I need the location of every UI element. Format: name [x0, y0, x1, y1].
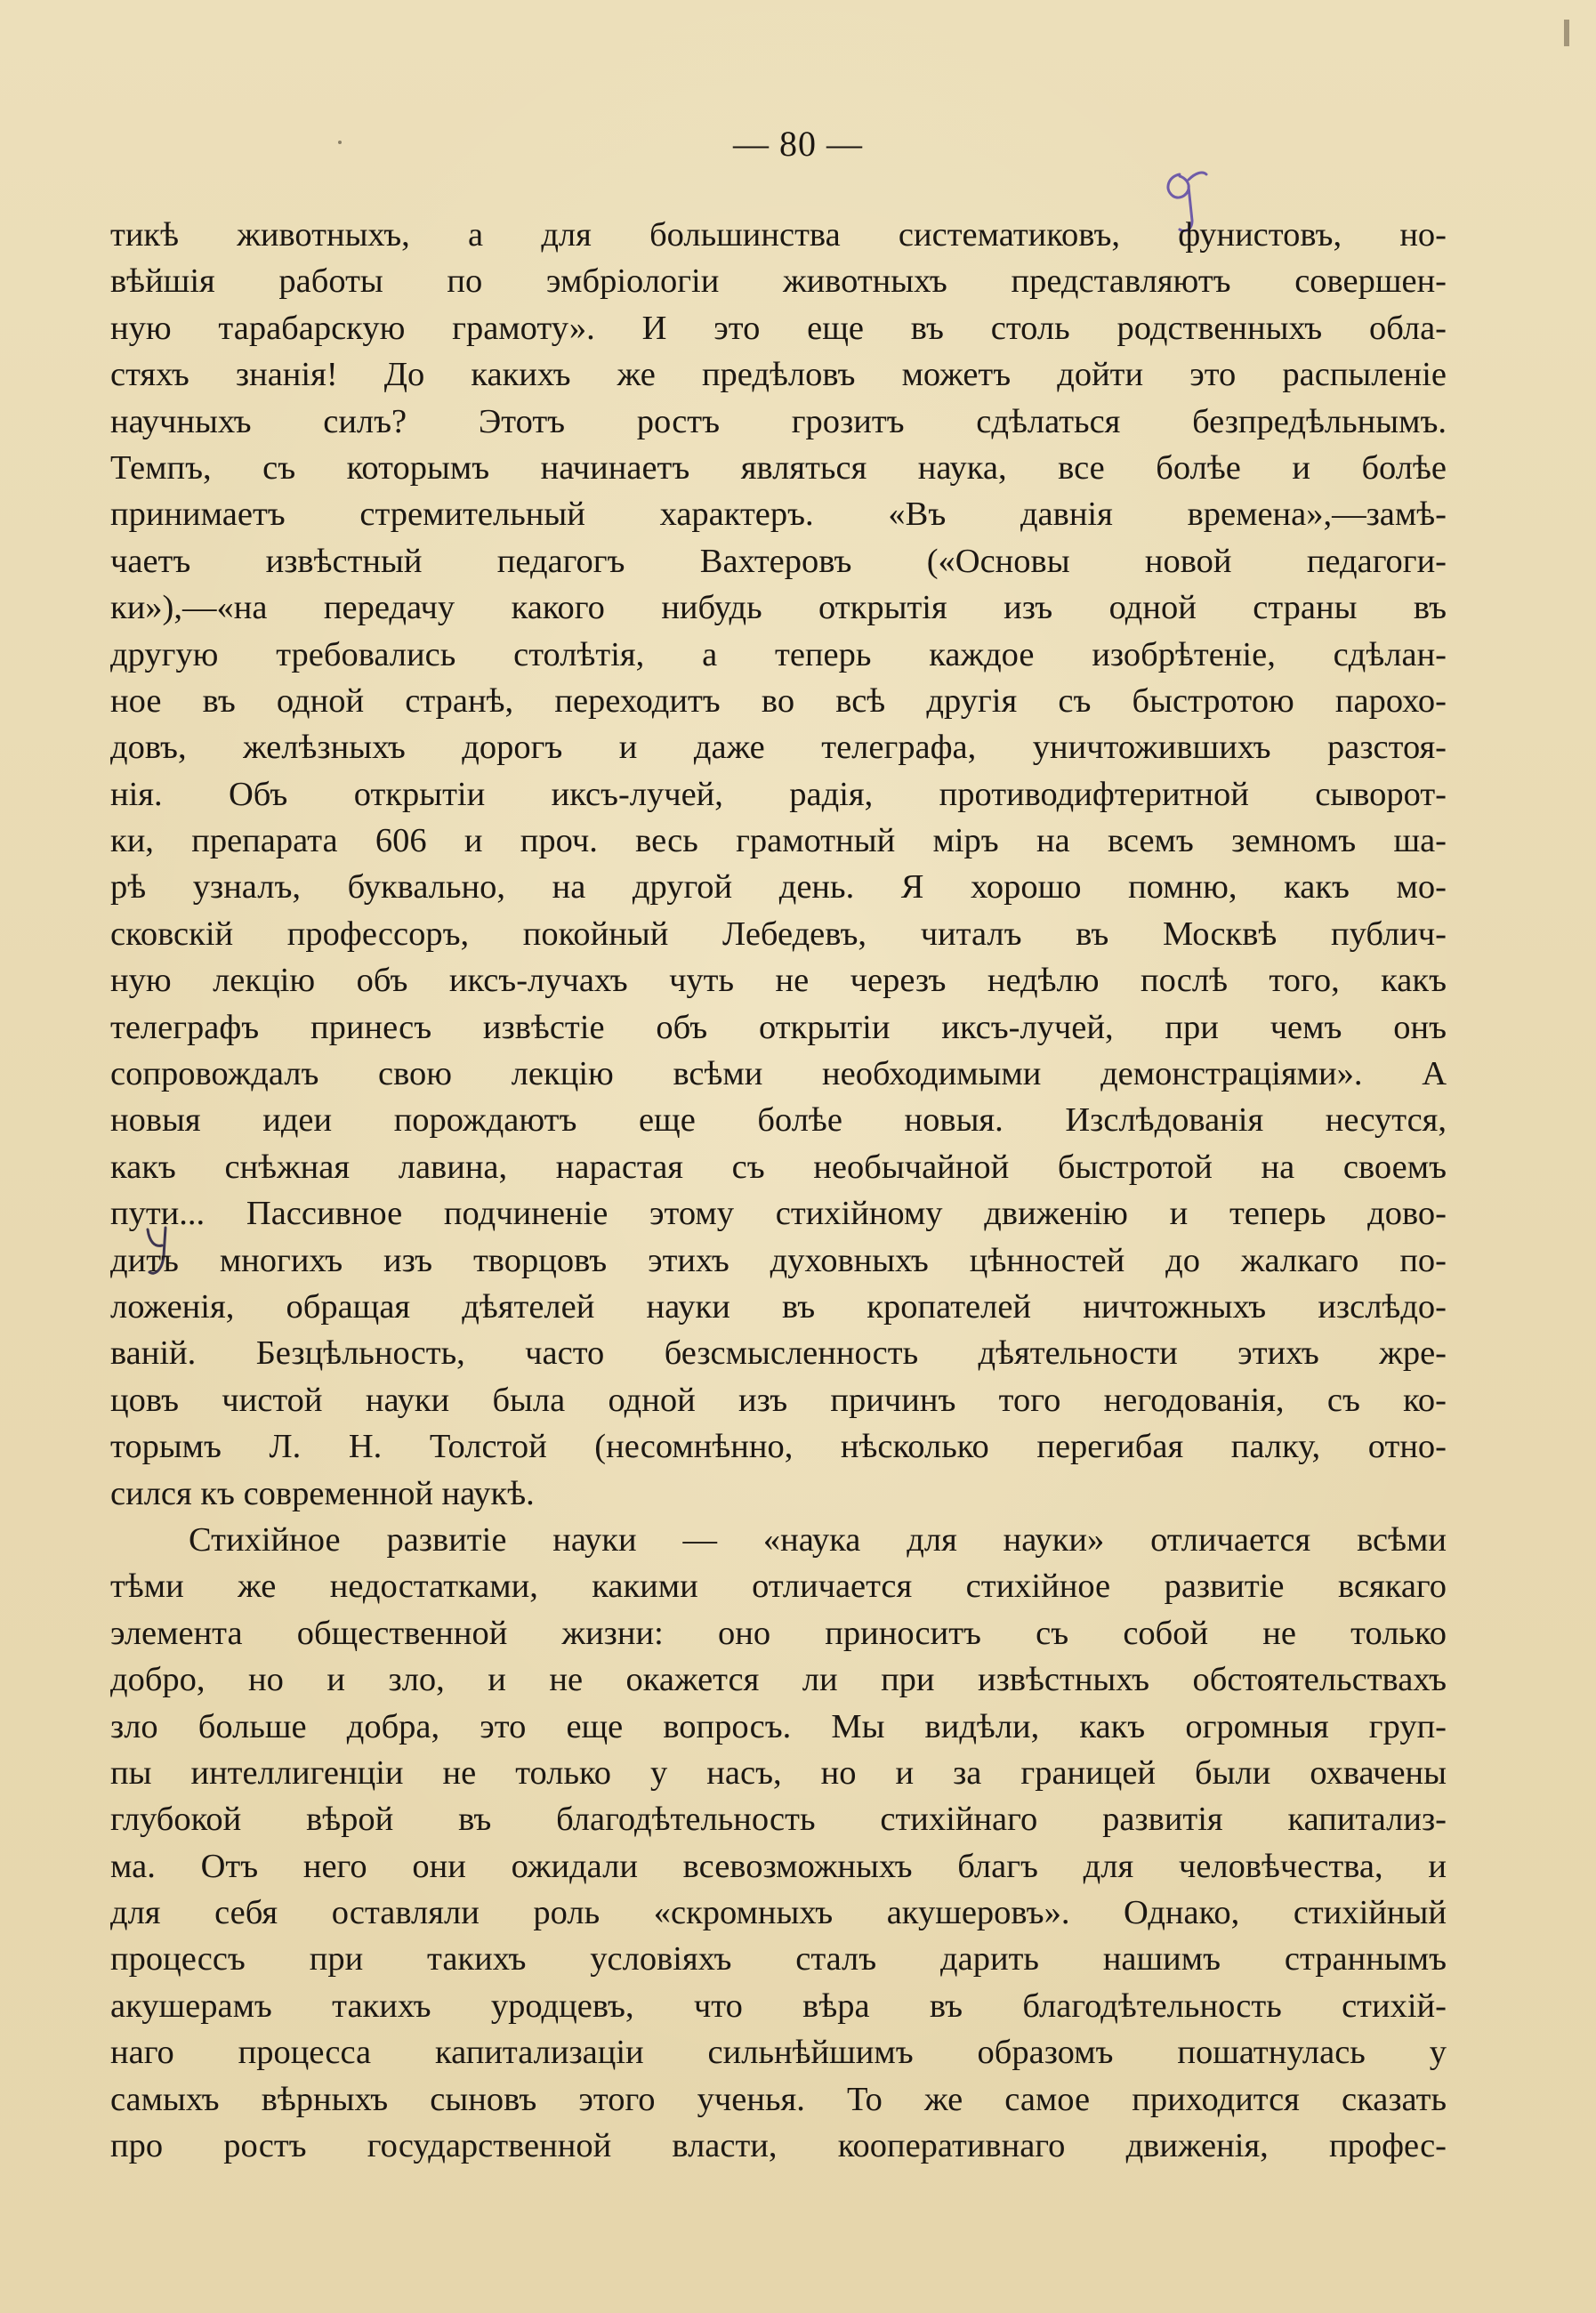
- text-line: ную тарабарскую грамоту». И это еще въ столь родственныхъ обла-: [110, 309, 1447, 347]
- text-line: принимаетъ стремительный характеръ. «Въ давнія времена»,—замѣ-: [110, 496, 1447, 534]
- text-line: зло больше добра, это еще вопросъ. Мы видѣли, какъ огромныя груп-: [110, 1707, 1447, 1745]
- paper-speck: [1564, 20, 1569, 46]
- text-line: ваній. Безцѣльность, часто безсмысленность дѣятельности этихъ жре-: [110, 1334, 1447, 1373]
- text-line: для себя оставляли роль «скромныхъ акушеровъ». Однако, стихійный: [110, 1894, 1447, 1932]
- paragraph: [110, 1517, 1447, 2169]
- text-line: тѣми же недостатками, какими отличается стихійное развитіе всякаго: [110, 1568, 1447, 1606]
- text-line: тикѣ животныхъ, а для большинства систематиковъ, фунистовъ, но-: [110, 216, 1447, 254]
- text-line: сился къ современной наукѣ.: [110, 1474, 535, 1512]
- paragraph: [110, 212, 1447, 1517]
- text-line: вѣйшія работы по эмбріологіи животныхъ представляютъ совершен-: [110, 262, 1447, 301]
- text-line: про ростъ государственной власти, кооперативнаго движенія, профес-: [110, 2127, 1447, 2165]
- text-line: пы интеллигенціи не только у насъ, но и за границей были охвачены: [110, 1753, 1447, 1792]
- text-line: ки, препарата 606 и проч. весь грамотный міръ на всемъ земномъ ша-: [110, 822, 1447, 860]
- text-line: глубокой вѣрой въ благодѣтельность стихійнаго развитія капитализ-: [110, 1801, 1447, 1839]
- text-line: процессъ при такихъ условіяхъ сталъ дарить нашимъ страннымъ: [110, 1940, 1447, 1979]
- text-line: нія. Объ открытіи иксъ-лучей, радія, противодифтеритной сыворот-: [110, 775, 1447, 813]
- text-line: элемента общественной жизни: оно приноситъ съ собой не только: [110, 1614, 1447, 1652]
- text-line: телеграфъ принесъ извѣстіе объ открытіи иксъ-лучей, при чемъ онъ: [110, 1008, 1447, 1046]
- text-line: рѣ узналъ, буквально, на другой день. Я хорошо помню, какъ мо-: [110, 868, 1447, 907]
- text-line: акушерамъ такихъ уродцевъ, что вѣра въ благодѣтельность стихій-: [110, 1987, 1447, 2025]
- text-line: стяхъ знанія! До какихъ же предѣловъ можетъ дойти это распыленіе: [110, 356, 1447, 394]
- text-line: другую требовались столѣтія, а теперь каждое изобрѣтеніе, сдѣлан-: [110, 635, 1447, 673]
- text-line: ложенія, обращая дѣятелей науки въ кропателей ничтожныхъ изслѣдо-: [110, 1287, 1447, 1326]
- body-text: [110, 212, 1447, 2169]
- paragraph-container: [110, 212, 1447, 2169]
- text-line: ки»),—«на передачу какого нибудь открытія изъ одной страны въ: [110, 589, 1447, 627]
- text-line: чаетъ извѣстный педагогъ Вахтеровъ («Основы новой педагоги-: [110, 542, 1447, 580]
- text-line: пути... Пассивное подчиненіе этому стихійному движенію и теперь дово-: [110, 1195, 1447, 1233]
- text-line: сковскій профессоръ, покойный Лебедевъ, читалъ въ Москвѣ публич-: [110, 915, 1447, 953]
- page-number: — 80 —: [733, 124, 863, 164]
- text-line: Стихійное развитіе науки — «наука для науки» отличается всѣми: [189, 1520, 1447, 1559]
- text-line: ма. Отъ него они ожидали всевозможныхъ благъ для человѣчества, и: [110, 1847, 1447, 1885]
- text-line: довъ, желѣзныхъ дорогъ и даже телеграфа, уничтожившихъ разстоя-: [110, 729, 1447, 767]
- text-line: ное въ одной странѣ, переходитъ во всѣ другія съ быстротою парохо-: [110, 681, 1447, 720]
- text-line: ную лекцію объ иксъ-лучахъ чуть не черезъ недѣлю послѣ того, какъ: [110, 962, 1447, 1000]
- text-line: торымъ Л. Н. Толстой (несомнѣнно, нѣсколько перегибая палку, отно-: [110, 1428, 1447, 1466]
- text-line: научныхъ силъ? Этотъ ростъ грозитъ сдѣлаться безпредѣльнымъ.: [110, 402, 1447, 440]
- text-line: какъ снѣжная лавина, нарастая съ необычайной быстротой на своемъ: [110, 1148, 1447, 1186]
- text-line: новыя идеи порождаютъ еще болѣе новыя. Изслѣдованія несутся,: [110, 1101, 1447, 1140]
- text-line: сопровождалъ свою лекцію всѣми необходимыми демонстраціями». А: [110, 1055, 1447, 1093]
- text-line: дитъ многихъ изъ творцовъ этихъ духовныхъ цѣнностей до жалкаго по-: [110, 1241, 1447, 1279]
- text-line: Темпъ, съ которымъ начинаетъ являться наука, все болѣе и болѣе: [110, 448, 1447, 487]
- text-line: добро, но и зло, и не окажется ли при извѣстныхъ обстоятельствахъ: [110, 1661, 1447, 1699]
- text-line: наго процесса капитализаціи сильнѣйшимъ образомъ пошатнулась у: [110, 2034, 1447, 2072]
- text-line: цовъ чистой науки была одной изъ причинъ того негодованія, съ ко-: [110, 1381, 1447, 1419]
- text-line: самыхъ вѣрныхъ сыновъ этого ученья. То же самое приходится сказать: [110, 2080, 1447, 2118]
